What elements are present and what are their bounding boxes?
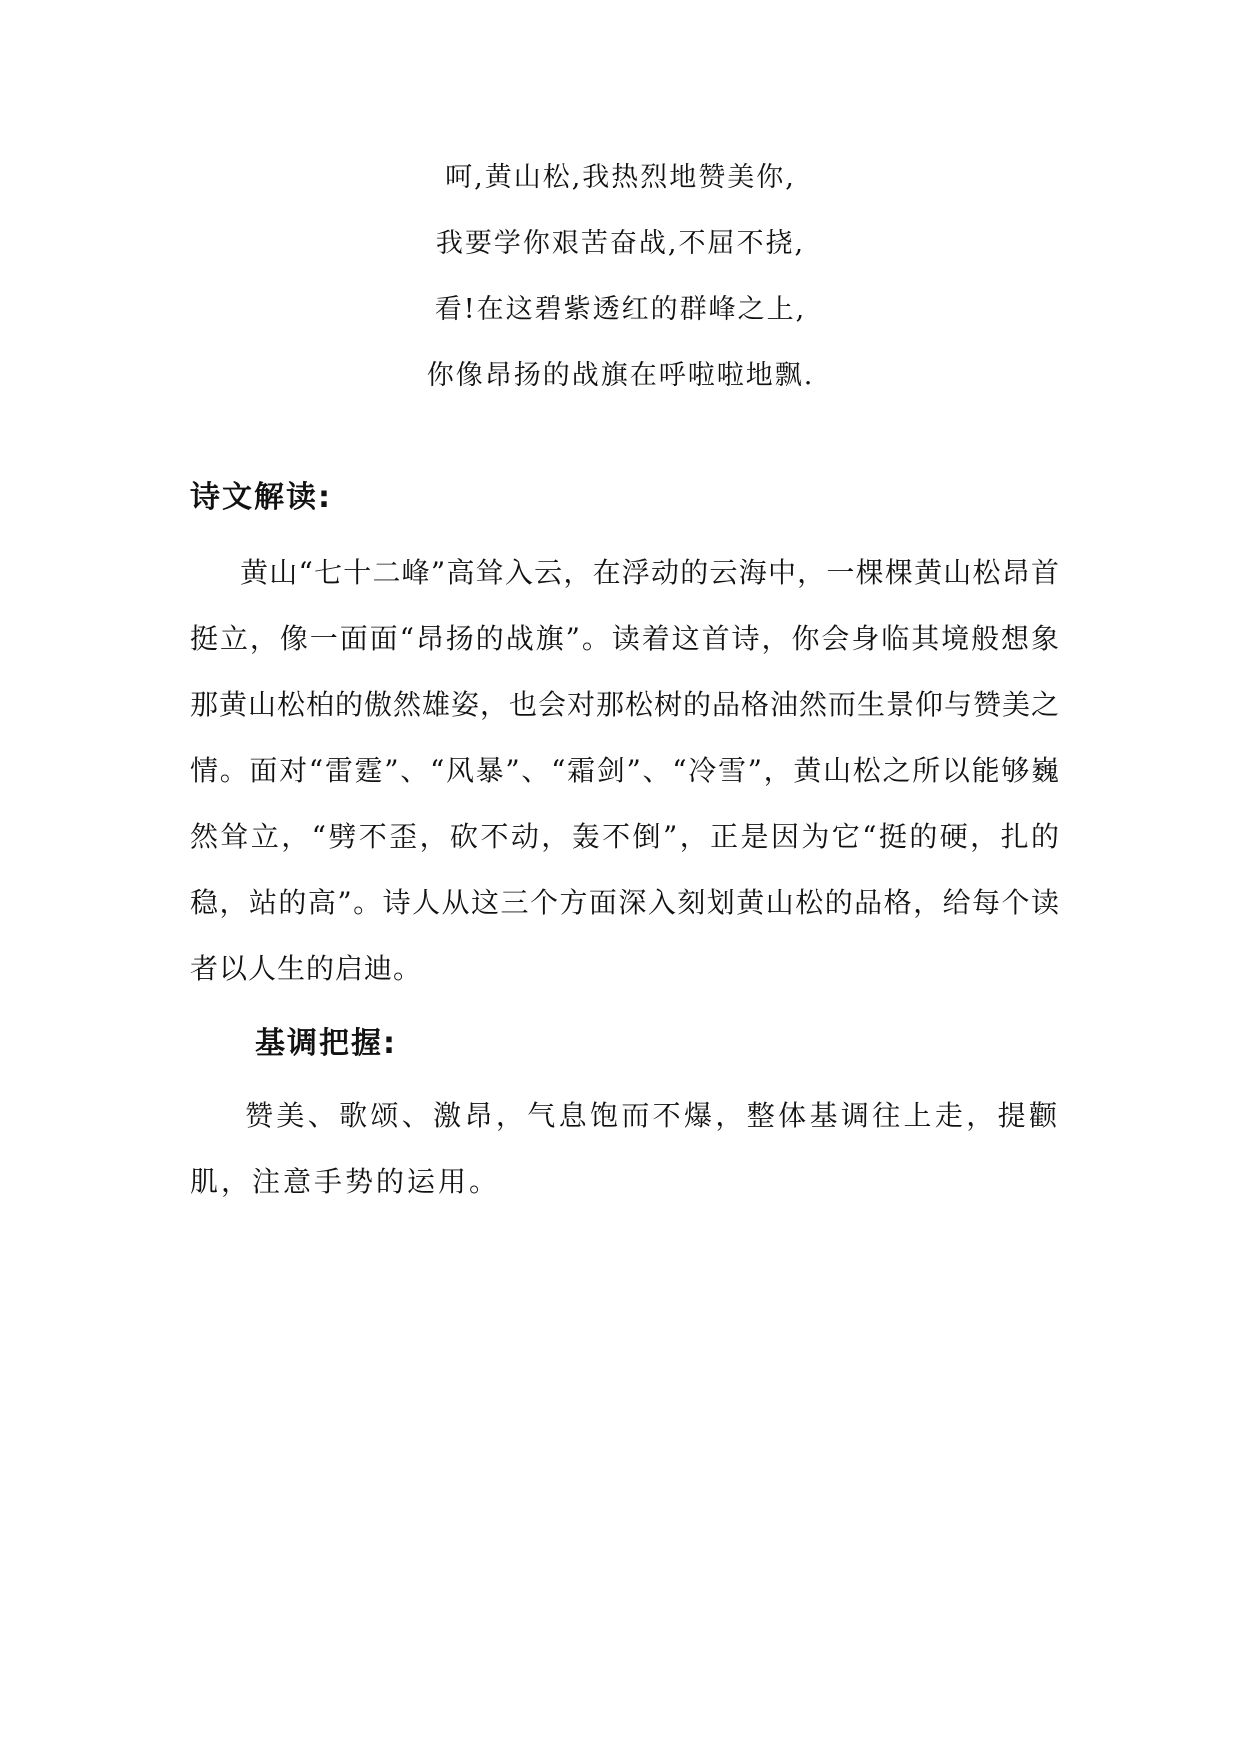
poem-line: 我要学你艰苦奋战,不屈不挠, bbox=[435, 228, 806, 259]
poem-line: 你像昂扬的战旗在呼啦啦地飘. bbox=[426, 360, 815, 391]
poem-stanza bbox=[0, 145, 1241, 409]
interpretation-paragraph: 黄山“七十二峰”高耸入云，在浮动的云海中，一棵棵黄山松昂首挺立，像一面面“昂扬的战旗”。读着这首诗，你会身临其境般想象那黄山松柏的傲然雄姿，也会对那松树的品格油然而生景仰与赞美之情。面对“雷霆”、“风暴”、“霜剑”、“冷雪”，黄山松之所以能够巍然耸立，“劈不歪，砍不动，轰不倒”，正是因为它“挺的硬，扎的稳，站的高”。诗人从这三个方面深入刻划黄山松的品格，给每个读者以人生的启迪。 bbox=[190, 556, 1061, 985]
tone-paragraph: 赞美、歌颂、激昂，气息饱而不爆，整体基调往上走，提颧肌，注意手势的运用。 bbox=[190, 1099, 1060, 1198]
interpretation-heading: 诗文解读: bbox=[190, 480, 332, 515]
poem-line: 看!在这碧紫透红的群峰之上, bbox=[434, 294, 807, 325]
poem-line: 呵,黄山松,我热烈地赞美你, bbox=[445, 162, 796, 193]
tone-heading: 基调把握: bbox=[255, 1026, 397, 1061]
